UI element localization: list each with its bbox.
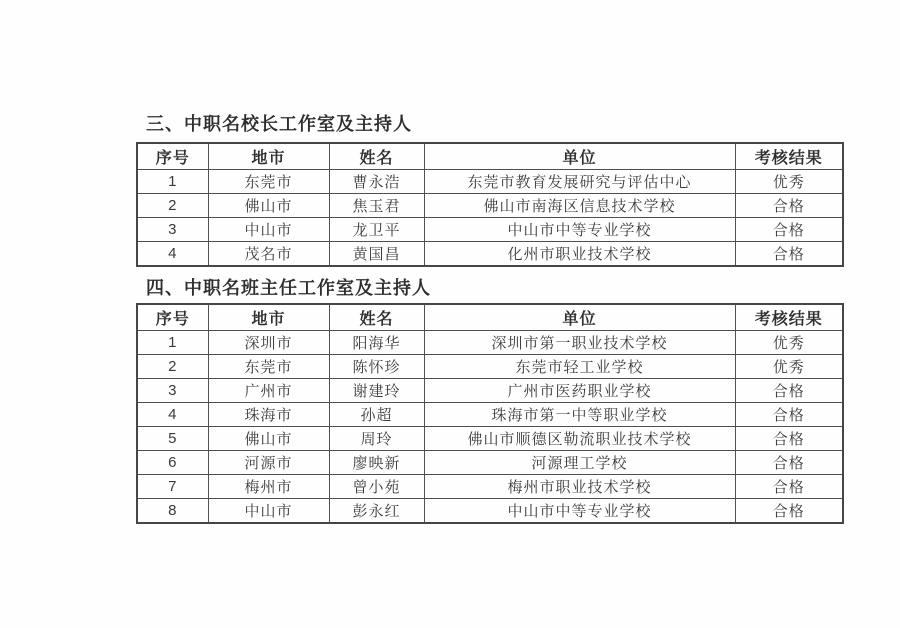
table-cell: 周玲 <box>329 427 424 451</box>
table-cell: 优秀 <box>735 355 843 379</box>
table-cell: 廖映新 <box>329 451 424 475</box>
table-cell: 8 <box>137 499 208 524</box>
table-cell: 陈怀珍 <box>329 355 424 379</box>
section-4-title: 四、中职名班主任工作室及主持人 <box>146 278 431 298</box>
header-cell: 地市 <box>208 304 329 331</box>
table-cell: 中山市 <box>208 499 329 524</box>
table-cell: 合格 <box>735 499 843 524</box>
header-row <box>137 143 843 170</box>
table-cell: 梅州市职业技术学校 <box>424 475 735 499</box>
table-cell: 4 <box>137 403 208 427</box>
table-cell: 珠海市 <box>208 403 329 427</box>
table-cell: 5 <box>137 427 208 451</box>
table-row <box>137 242 843 267</box>
section-3-title: 三、中职名校长工作室及主持人 <box>146 114 412 134</box>
table-cell: 化州市职业技术学校 <box>424 242 735 267</box>
table-cell: 茂名市 <box>208 242 329 267</box>
table-cell: 深圳市 <box>208 331 329 355</box>
table-cell: 龙卫平 <box>329 218 424 242</box>
table-cell: 中山市 <box>208 218 329 242</box>
table-cell: 4 <box>137 242 208 267</box>
table-row <box>137 451 843 475</box>
table-row <box>137 427 843 451</box>
table-cell: 佛山市 <box>208 194 329 218</box>
table-cell: 黄国昌 <box>329 242 424 267</box>
table-row <box>137 218 843 242</box>
table-cell: 2 <box>137 194 208 218</box>
header-cell: 姓名 <box>329 304 424 331</box>
table-row <box>137 355 843 379</box>
table-cell: 佛山市顺德区勒流职业技术学校 <box>424 427 735 451</box>
table-row <box>137 379 843 403</box>
header-cell: 姓名 <box>329 143 424 170</box>
table-cell: 河源理工学校 <box>424 451 735 475</box>
table-cell: 合格 <box>735 379 843 403</box>
table-cell: 彭永红 <box>329 499 424 524</box>
table-cell: 中山市中等专业学校 <box>424 218 735 242</box>
table-cell: 合格 <box>735 194 843 218</box>
header-cell: 单位 <box>424 143 735 170</box>
table-cell: 佛山市南海区信息技术学校 <box>424 194 735 218</box>
table-cell: 曹永浩 <box>329 170 424 194</box>
table-cell: 1 <box>137 331 208 355</box>
table-cell: 优秀 <box>735 331 843 355</box>
table-cell: 合格 <box>735 403 843 427</box>
table-cell: 2 <box>137 355 208 379</box>
table-cell: 3 <box>137 218 208 242</box>
table-cell: 合格 <box>735 475 843 499</box>
table-row <box>137 403 843 427</box>
table-row <box>137 499 843 524</box>
table-cell: 广州市医药职业学校 <box>424 379 735 403</box>
header-cell: 考核结果 <box>735 143 843 170</box>
table-cell: 孙超 <box>329 403 424 427</box>
table-cell: 合格 <box>735 427 843 451</box>
header-cell: 考核结果 <box>735 304 843 331</box>
table-cell: 东莞市轻工业学校 <box>424 355 735 379</box>
table-cell: 东莞市 <box>208 355 329 379</box>
section-3-table <box>136 142 844 267</box>
table-cell: 珠海市第一中等职业学校 <box>424 403 735 427</box>
table-cell: 梅州市 <box>208 475 329 499</box>
table-cell: 6 <box>137 451 208 475</box>
table-row <box>137 475 843 499</box>
table-cell: 合格 <box>735 242 843 267</box>
table-cell: 合格 <box>735 451 843 475</box>
table-cell: 深圳市第一职业技术学校 <box>424 331 735 355</box>
header-cell: 地市 <box>208 143 329 170</box>
table-cell: 东莞市教育发展研究与评估中心 <box>424 170 735 194</box>
table-cell: 合格 <box>735 218 843 242</box>
header-row <box>137 304 843 331</box>
table-cell: 中山市中等专业学校 <box>424 499 735 524</box>
header-cell: 序号 <box>137 143 208 170</box>
table-cell: 曾小苑 <box>329 475 424 499</box>
table-cell: 阳海华 <box>329 331 424 355</box>
table-cell: 河源市 <box>208 451 329 475</box>
table-row <box>137 170 843 194</box>
table-cell: 1 <box>137 170 208 194</box>
table-cell: 佛山市 <box>208 427 329 451</box>
table-cell: 3 <box>137 379 208 403</box>
table-cell: 东莞市 <box>208 170 329 194</box>
table-row <box>137 331 843 355</box>
header-cell: 单位 <box>424 304 735 331</box>
table-cell: 谢建玲 <box>329 379 424 403</box>
section-4-table <box>136 303 844 524</box>
table-row <box>137 194 843 218</box>
table-cell: 广州市 <box>208 379 329 403</box>
table-cell: 优秀 <box>735 170 843 194</box>
table-cell: 7 <box>137 475 208 499</box>
header-cell: 序号 <box>137 304 208 331</box>
table-cell: 焦玉君 <box>329 194 424 218</box>
